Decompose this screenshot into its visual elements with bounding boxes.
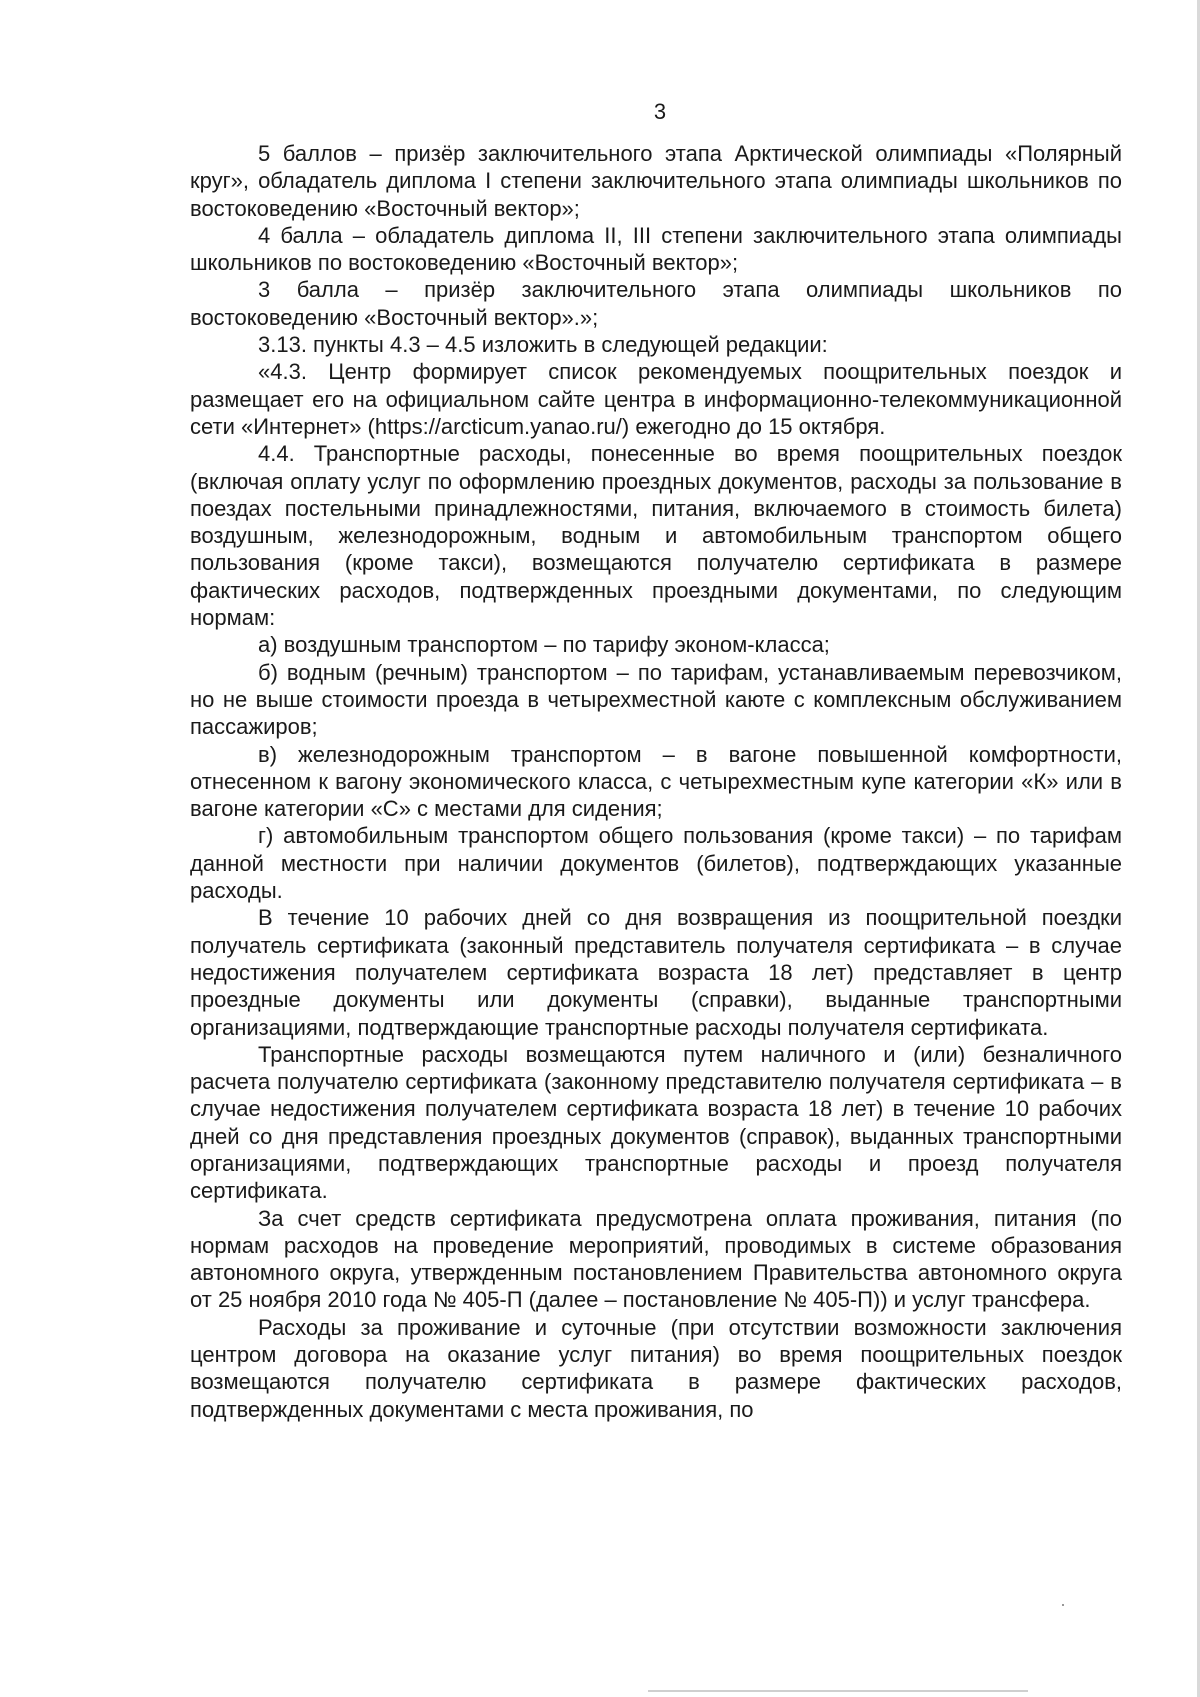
paragraph-item-b: б) водным (речным) транспортом – по тарифам, устанавливаемым перевозчиком, но не выше стоимости проезда в четырехместной каюте с комплексным обслуживанием пассажиров; [190, 659, 1122, 740]
paragraph-item-a: а) воздушным транспортом – по тарифу эконом-класса; [258, 632, 830, 658]
scan-speck [1062, 1604, 1064, 1606]
scan-bottom-line [648, 1690, 1028, 1692]
paragraph-points-3: 3 балла – призёр заключительного этапа олимпиады школьников по востоковедению «Восточный вектор».»; [190, 277, 1122, 330]
paragraph-points-4: 4 балла – обладатель диплома II, III степени заключительного этапа олимпиады школьников по востоковедению «Восточный вектор»; [190, 222, 1122, 276]
paragraph-item-3-13: 3.13. пункты 4.3 – 4.5 изложить в следующей редакции: [258, 332, 828, 358]
paragraph-return-documents: В течение 10 рабочих дней со дня возвращения из поощрительной поездки получатель сертификата (законный представитель получателя сертификата – в случае недостижения получателем сертификата возраста 18 лет) представляет в центр проездные документы или документы (справки), выданные транспортными организациями, подтверждающие транспортные расходы получателя сертификата. [190, 905, 1122, 1040]
paragraph-item-v: в) железнодорожным транспортом – в вагоне повышенной комфортности, отнесенном к вагону экономического класса, с четырехместным купе категории «К» или в вагоне категории «С» с местами для сидения; [190, 741, 1122, 822]
paragraph-transport-reimbursement: Транспортные расходы возмещаются путем наличного и (или) безналичного расчета получателю сертификата (законному представителю получателя сертификата – в случае недостижения получателем сертификата возраста 18 лет) в течение 10 рабочих дней со дня представления проездных документов (справок), выданных транспортными организациями, подтверждающих транспортные расходы и проезд получателя сертификата. [190, 1041, 1122, 1204]
page-number: 3 [653, 99, 667, 124]
paragraph-item-4-4: 4.4. Транспортные расходы, понесенные во время поощрительных поездок (включая оплату услуг по оформлению проездных документов, расходы за пользование в поездах постельными принадлежностями, питания, включаемого в стоимость билета) воздушным, железнодорожным, водным и автомобильным транспортом общего пользования (кроме такси), возмещаются получателю сертификата в размере фактических расходов, подтвержденных проездными документами, по следующим нормам: [190, 441, 1122, 631]
paragraph-item-g: г) автомобильным транспортом общего пользования (кроме такси) – по тарифам данной местности при наличии документов (билетов), подтверждающих указанные расходы. [190, 823, 1122, 904]
paragraph-accommodation-expenses: Расходы за проживание и суточные (при отсутствии возможности заключения центром договора на оказание услуг питания) во время поощрительных поездок возмещаются получателю сертификата в размере фактических расходов, подтвержденных документами с места проживания, по [190, 1314, 1122, 1422]
paragraph-points-5: 5 баллов – призёр заключительного этапа Арктической олимпиады «Полярный круг», обладатель диплома I степени заключительного этапа олимпиады школьников по востоковедению «Восточный вектор»; [190, 141, 1122, 221]
document-body [190, 140, 1122, 1423]
paragraph-certificate-funds: За счет средств сертификата предусмотрена оплата проживания, питания (по нормам расходов на проведение мероприятий, проводимых в системе образования автономного округа, утвержденным постановлением Правительства автономного округа от 25 ноября 2010 года № 405-П (далее – постановление № 405-П)) и услуг трансфера. [190, 1205, 1122, 1313]
paragraph-item-4-3: «4.3. Центр формирует список рекомендуемых поощрительных поездок и размещает его на официальном сайте центра в информационно-телекоммуникационной сети «Интернет» (https://arcticum.yanao.ru/) ежегодно до 15 октября. [190, 359, 1122, 439]
